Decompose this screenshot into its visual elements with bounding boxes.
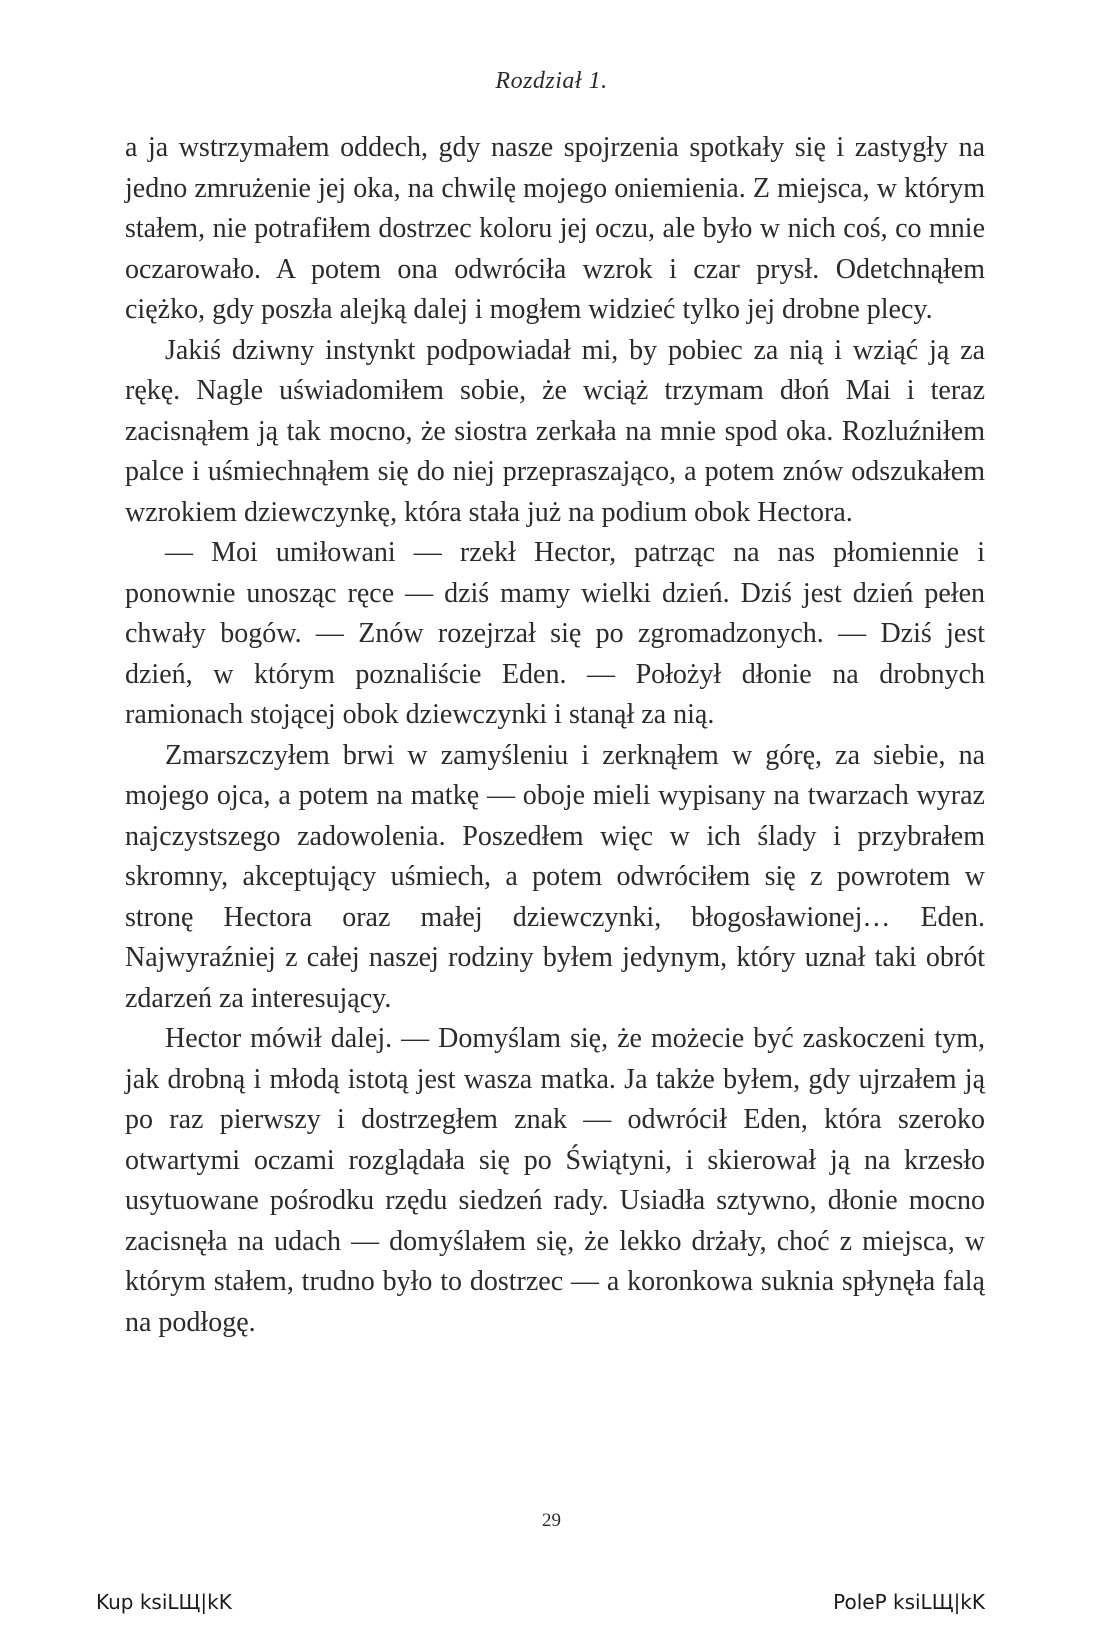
paragraph: — Moi umiłowani — rzekł Hector, patrząc na nas płomiennie i ponownie unosząc ręce — dziś mamy wielki dzień. Dziś jest dzień pełen chwały bogów. — Znów rozejrzał się po zgromadzonych. — Dziś jest dzień, w którym poznaliście Eden. — Położył dłonie na drobnych ramionach stojącej obok dziewczynki i stanął za nią.	[125, 537, 985, 730]
recommend-book-link[interactable]: PoleP ksiLЩ|kK	[833, 1590, 985, 1614]
chapter-header: Rozdział 1.	[495, 68, 608, 94]
paragraph: Jakiś dziwny instynkt podpowiadał mi, by pobiec za nią i wziąć ją za rękę. Nagle uświadomiłem sobie, że wciąż trzymam dłoń Mai i teraz zacisnąłem ją tak mocno, że siostra zerkała na mnie spod oka. Rozluźniłem palce i uśmiechnąłem się do niej przepraszająco, a potem znów odszukałem wzrokiem dziewczynkę, która stała już na podium obok Hectora.	[125, 334, 985, 528]
paragraph: Zmarszczyłem brwi w zamyśleniu i zerknąłem w górę, za siebie, na mojego ojca, a potem na matkę — oboje mieli wypisany na twarzach wyraz najczystszego zadowolenia. Poszedłem więc w ich ślady i przybrałem skromny, akceptujący uśmiech, a potem odwróciłem się z powrotem w stronę Hectora oraz małej dziewczynki, błogosławionej… Eden. Najwyraźniej z całej naszej rodziny byłem jedynym, który uznał taki obrót zdarzeń za interesujący.	[125, 739, 985, 1014]
paragraph: a ja wstrzymałem oddech, gdy nasze spojrzenia spotkały się i zastygły na jedno zmrużenie jej oka, na chwilę mojego oniemienia. Z miejsca, w którym stałem, nie potrafiłem dostrzec koloru jej oczu, ale było w nich coś, co mnie oczarowało. A potem ona odwróciła wzrok i czar prysł. Odetchnąłem ciężko, gdy poszła alejką dalej i mogłem widzieć tylko jej drobne plecy.	[125, 132, 985, 325]
paragraph: Hector mówił dalej. — Domyślam się, że możecie być zaskoczeni tym, jak drobną i młodą istotą jest wasza matka. Ja także byłem, gdy ujrzałem ją po raz pierwszy i dostrzegłem znak — odwrócił Eden, która szeroko otwartymi oczami rozglądała się po Świątyni, i skierował ją na krzesło usytuowane pośrodku rzędu siedzeń rady. Usiadła sztywno, dłonie mocno zacisnęła na udach — domyślałem się, że lekko drżały, choć z miejsca, w którym stałem, trudno było to dostrzec — a koronkowa suknia spłynęła falą na podłogę.	[125, 1023, 985, 1338]
buy-book-link[interactable]: Kup ksiLЩ|kK	[96, 1590, 232, 1614]
book-text	[125, 128, 985, 1343]
page-number: 29	[542, 1510, 561, 1531]
